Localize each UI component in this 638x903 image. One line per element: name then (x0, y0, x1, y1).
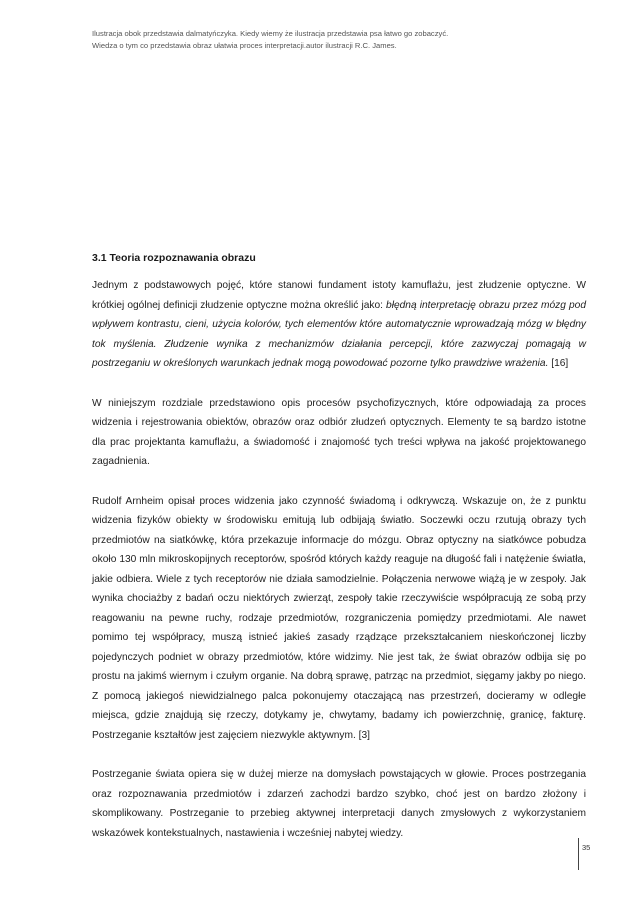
paragraph-definition (92, 276, 586, 374)
paragraph-arnheim: Rudolf Arnheim opisał proces widzenia jako czynność świadomą i odkrywczą. Wskazuje on, że z punktu widzenia fizyków obiekty w środowisku emitują lub odbijają światło. Soczewki oczu rzutują obrazy tych przedmiotów na siatkówkę, która przekazuje informacje do mózgu. Obraz optyczny na siatkówce pobudza około 130 mln mikroskopijnych receptorów, spośród których każdy reaguje na długość fali i natężenie światła, jakie odbiera. Wiele z tych receptorów nie działa samodzielnie. Połączenia nerwowe wiążą je w zespoły. Jak wynika chociażby z badań oczu niektórych zwierząt, zespoły takie rzeczywiście współpracują ze sobą przy reagowaniu na pewne ruchy, rodzaje przedmiotów, rozgraniczenia pomiędzy przedmiotami. Ale nawet pomimo tej współpracy, muszą istnieć jakieś zasady rządzące przekształcaniem nieskończonej liczby pojedynczych podniet w obrazy przedmiotów, które widzimy. Nie jest tak, że świat obrazów odbija się po prostu na jakimś wiernym i czułym organie. Na dobrą sprawę, patrząc na przedmiot, sięgamy jakby po niego. Z pomocą jakiegoś niewidzialnego palca pokonujemy otaczającą nas przestrzeń, docieramy w odległe miejsca, gdzie znajdują się rzeczy, dotykamy je, chwytamy, badamy ich powierzchnię, granicę, fakturę. Postrzeganie kształtów jest zajęciem niezwykle aktywnym. [3] (92, 495, 586, 741)
paragraph-perception: Postrzeganie świata opiera się w dużej mierze na domysłach powstających w głowie. Proces postrzegania oraz rozpoznawania przedmiotów i zdarzeń zachodzi bardzo szybko, choć jest on bardzo złożony i skomplikowany. Postrzeganie to przebieg aktywnej interpretacji danych zmysłowych z wykorzystaniem wskazówek kontekstualnych, nastawienia i wcześniej nabytej wiedzy. (92, 769, 586, 839)
page-number: 35 (582, 843, 591, 852)
illustration-caption (92, 28, 552, 52)
page-number-rule (578, 838, 579, 870)
paragraph-definition-quote: błędną interpretację obrazu przez mózg pod wpływem kontrastu, cieni, użycia kolorów, tych elementów które automatycznie wprowadzają mózg w błędny tok myślenia. Złudzenie wynika z mechanizmów działania percepcji, które zazwyczaj pomagają w postrzeganiu w określonych warunkach jednak mogą powodować pozorne tylko prawdziwe wrażenia. (92, 299, 586, 369)
caption-line-2: Wiedza o tym co przedstawia obraz ułatwia proces interpretacji.autor ilustracji R.C. James. (92, 41, 397, 50)
paragraph-chapter-overview: W niniejszym rozdziale przedstawiono opis procesów psychofizycznych, które odpowiadają za proces widzenia i rejestrowania obiektów, obrazów oraz odbiór złudzeń optycznych. Elementy te są bardzo istotne dla prac projektanta kamuflażu, a świadomość i znajomość tych treści wpływa na jakość projektowanego zagadnienia. (92, 397, 586, 467)
caption-line-1: Ilustracja obok przedstawia dalmatyńczyka. Kiedy wiemy że ilustracja przedstawia psa łatwo go zobaczyć. (92, 29, 449, 38)
section-heading: 3.1 Teoria rozpoznawania obrazu (92, 252, 256, 264)
body-text (92, 276, 586, 863)
paragraph-definition-intro: Jednym z podstawowych pojęć, które stanowi fundament istoty kamuflażu, jest złudzenie optyczne. W krótkiej ogólnej definicji złudzenie optyczne można określić jako: (92, 280, 586, 311)
citation-reference: [16] (548, 358, 569, 369)
